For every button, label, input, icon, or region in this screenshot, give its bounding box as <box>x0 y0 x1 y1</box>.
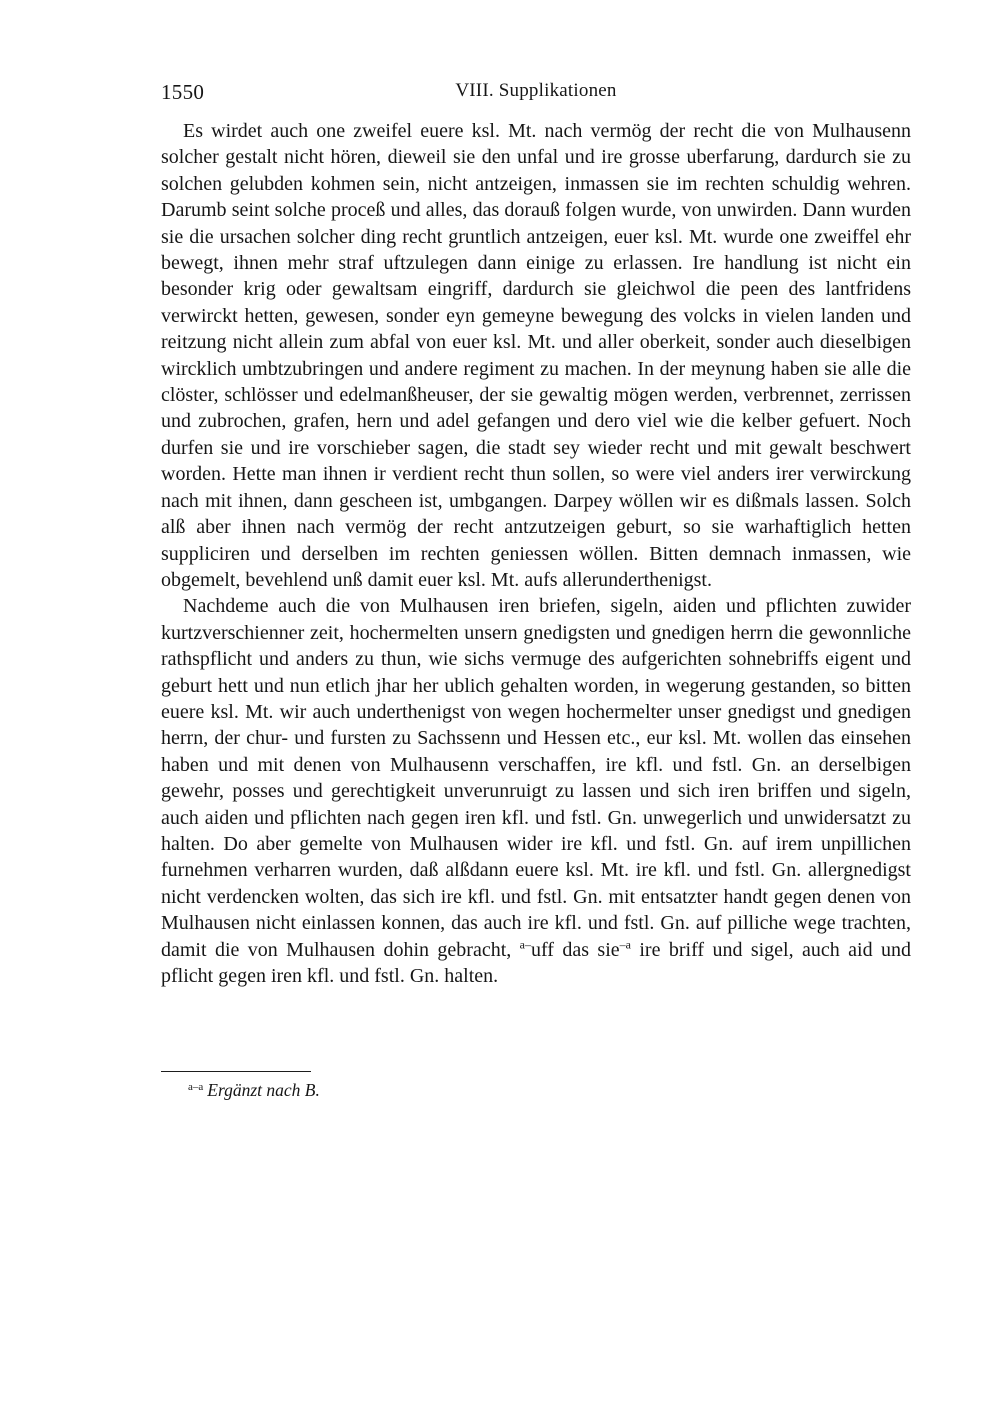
page-number: 1550 <box>161 80 205 104</box>
apparatus-note-start-marker: a– <box>519 936 531 951</box>
apparatus-note-end-marker: –a <box>619 936 631 951</box>
running-header-title: VIII. Supplikationen <box>455 80 617 101</box>
paragraph-2 <box>161 593 911 989</box>
footnote-marker: a–a <box>188 1080 204 1093</box>
paragraph-2-text-after-note: ire briff und sigel, auch aid und pflicht gegen iren kfl. und fstl. Gn. halten. <box>161 938 911 987</box>
page-header <box>161 80 911 106</box>
footnote-separator-rule <box>161 1071 311 1072</box>
footnote-text: Ergänzt nach B. <box>207 1080 320 1101</box>
footnote-area <box>161 1071 911 1101</box>
paragraph-1: Es wirdet auch one zweifel euere ksl. Mt. nach vermög der recht die von Mulhausenn solcher gestalt nicht hören, dieweil sie den unfal und ire grosse uberfarung, dardurch sie zu solchen gelubden kohmen sein, nicht antzeigen, inmassen sie im rechten schuldig wehren. Darumb seint solche proceß und alles, das dorauß folgen wurde, von unwirden. Dann wurden sie die ursachen solcher ding recht gruntlich antzeigen, euer ksl. Mt. wurde one zweiffel ehr bewegt, ihnen mehr straf uftzulegen dann einige zu erlassen. Ire handlung ist nicht ein besonder krig oder gewaltsam eingriff, dardurch sie gleichwol die peen des lantfridens verwirckt hetten, gewesen, sonder eyn gemeyne bewegung des volcks in vielen landen und reitzung nicht allein zum abfal von euer ksl. Mt. und aller oberkeit, sonder auch dieselbigen wircklich umbtzubringen und andere regiment zu machen. In der meynung haben sie alle die clöster, schlösser und edelmanßheuser, der sie gewaltig mögen werden, verbrennet, zerrissen und zubrochen, grafen, hern und adel gefangen und dero viel wie die kelber gefuert. Noch durfen sie und ire vorschieber sagen, die stadt sey wieder recht und mit gewalt beschwert worden. Hette man ihnen ir verdient recht thun sollen, so were viel anders irer verwirckung nach mit ihnen, dann gescheen ist, umbgangen. Darpey wöllen wir es dißmals lassen. Solch alß aber ihnen nach vermög der recht antzutzeigen geburt, so sie warhaftiglich hetten suppliciren und derselben im rechten geniessen wöllen. Bitten demnach inmassen, wie obgemelt, bevehlend unß damit euer ksl. Mt. aufs allerunderthenigst. <box>161 120 911 591</box>
footnote <box>161 1079 911 1101</box>
paragraph-2-text-before-note: Nachdeme auch die von Mulhausen iren briefen, sigeln, aiden und pflichten zuwider kurtzverschienner zeit, hochermelten unsern gnedigsten und gnedigen herrn die gewonnliche rathspflicht und anders zu thun, wie sichs vermuge des aufgerichten sohnebriffs eigent und geburt hett und nun etlich jhar her ublich gehalten worden, in wegerung gestanden, so bitten euere ksl. Mt. wir auch underthenigst von wegen hochermelter unser gnedigst und gnedigen herrn, der chur- und fursten zu Sachssenn und Hessen etc., eur ksl. Mt. wollen das einsehen haben und mit denen von Mulhausenn verschaffen, ire kfl. und fstl. Gn. an derselbigen gewehr, posses und gerechtigkeit unverunruigt zu lassen und sich iren briffen und sigeln, auch aiden und pflichten nach gegen iren kfl. und fstl. Gn. unwegerlich und unwidersatzt zu halten. Do aber gemelte von Mulhausen wider ire kfl. und fstl. Gn. auf irem unpillichen furnehmen verharren wurden, daß alßdann euere ksl. Mt. ire kfl. und fstl. Gn. allergnedigst nicht verdencken wolten, das sich ire kfl. und fstl. Gn. mit entsatzter handt gegen denen von Mulhausen nicht einlassen konnen, das auch ire kfl. und fstl. Gn. auf pilliche wege trachten, damit die von Mulhausen dohin gebracht, <box>161 595 911 961</box>
paragraph-2-noted-text: uff das sie <box>531 938 620 961</box>
main-text-block <box>161 118 911 989</box>
